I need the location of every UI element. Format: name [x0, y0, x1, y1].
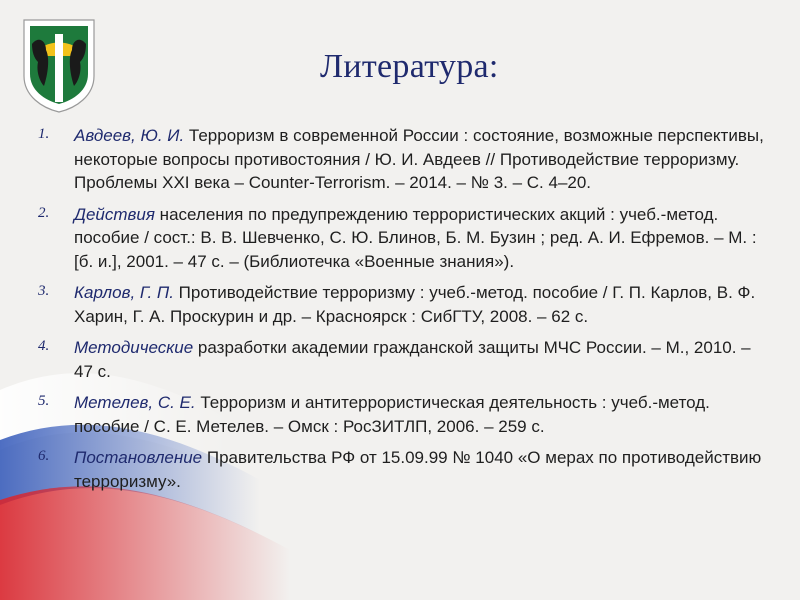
reference-body: разработки академии гражданской защиты МЧС России. – М., 2010. – 47 с. [74, 338, 751, 381]
reference-number: 1. [38, 126, 50, 142]
reference-body: Терроризм в современной России : состояние, возможные перспективы, некоторые вопросы противостояния / Ю. И. Авдеев // Противодействие терроризму. Проблемы XXI века – Counter-Terrorism. – 2014. – № 3. – С. 4–20. [74, 126, 764, 192]
reference-number: 4. [38, 338, 50, 354]
reference-lead: Авдеев, Ю. И. [74, 126, 185, 145]
reference-number: 2. [38, 204, 50, 221]
page-title: Литература: [320, 48, 499, 85]
novosibirsk-coat-of-arms-icon [18, 14, 100, 114]
reference-text [74, 336, 770, 383]
reference-body: Противодействие терроризму : учеб.-метод. пособие / Г. П. Карлов, В. Ф. Харин, Г. А. Проскурин и др. – Красноярск : СибГТУ, 2008. – 62 с. [74, 283, 756, 326]
reference-text [74, 391, 770, 438]
reference-lead: Действия [74, 204, 155, 224]
reference-item [38, 336, 770, 383]
reference-body: населения по предупреждению террористических акций : учеб.-метод. пособие / сост.: В. В. Шевченко, С. Ю. Блинов, Б. М. Бузин ; ред. А. И. Ефремов. – М. : [б. и.], 2001. – 47 с. – (Библиотечка «Военные знания»). [74, 204, 757, 271]
reference-text [74, 203, 770, 274]
reference-number: 6. [38, 448, 50, 464]
reference-lead: Постановление [74, 448, 203, 467]
reference-text [74, 124, 770, 195]
reference-item [38, 446, 770, 493]
reference-body: Терроризм и антитеррористическая деятельность : учеб.-метод. пособие / С. Е. Метелев. – Омск : РосЗИТЛП, 2006. – 259 с. [74, 393, 710, 436]
reference-number: 5. [38, 393, 50, 409]
reference-lead: Метелев, С. Е. [74, 393, 196, 412]
reference-item [38, 391, 770, 438]
reference-list [38, 124, 770, 501]
reference-number: 3. [38, 283, 50, 299]
reference-text [74, 281, 770, 328]
reference-item [38, 124, 770, 195]
reference-body: Правительства РФ от 15.09.99 № 1040 «О мерах по противодействию терроризму». [74, 448, 762, 491]
reference-item [38, 281, 770, 328]
reference-item [38, 203, 770, 274]
reference-text [74, 446, 770, 493]
reference-lead: Карлов, Г. П. [74, 283, 174, 302]
reference-lead: Методические [74, 338, 194, 357]
